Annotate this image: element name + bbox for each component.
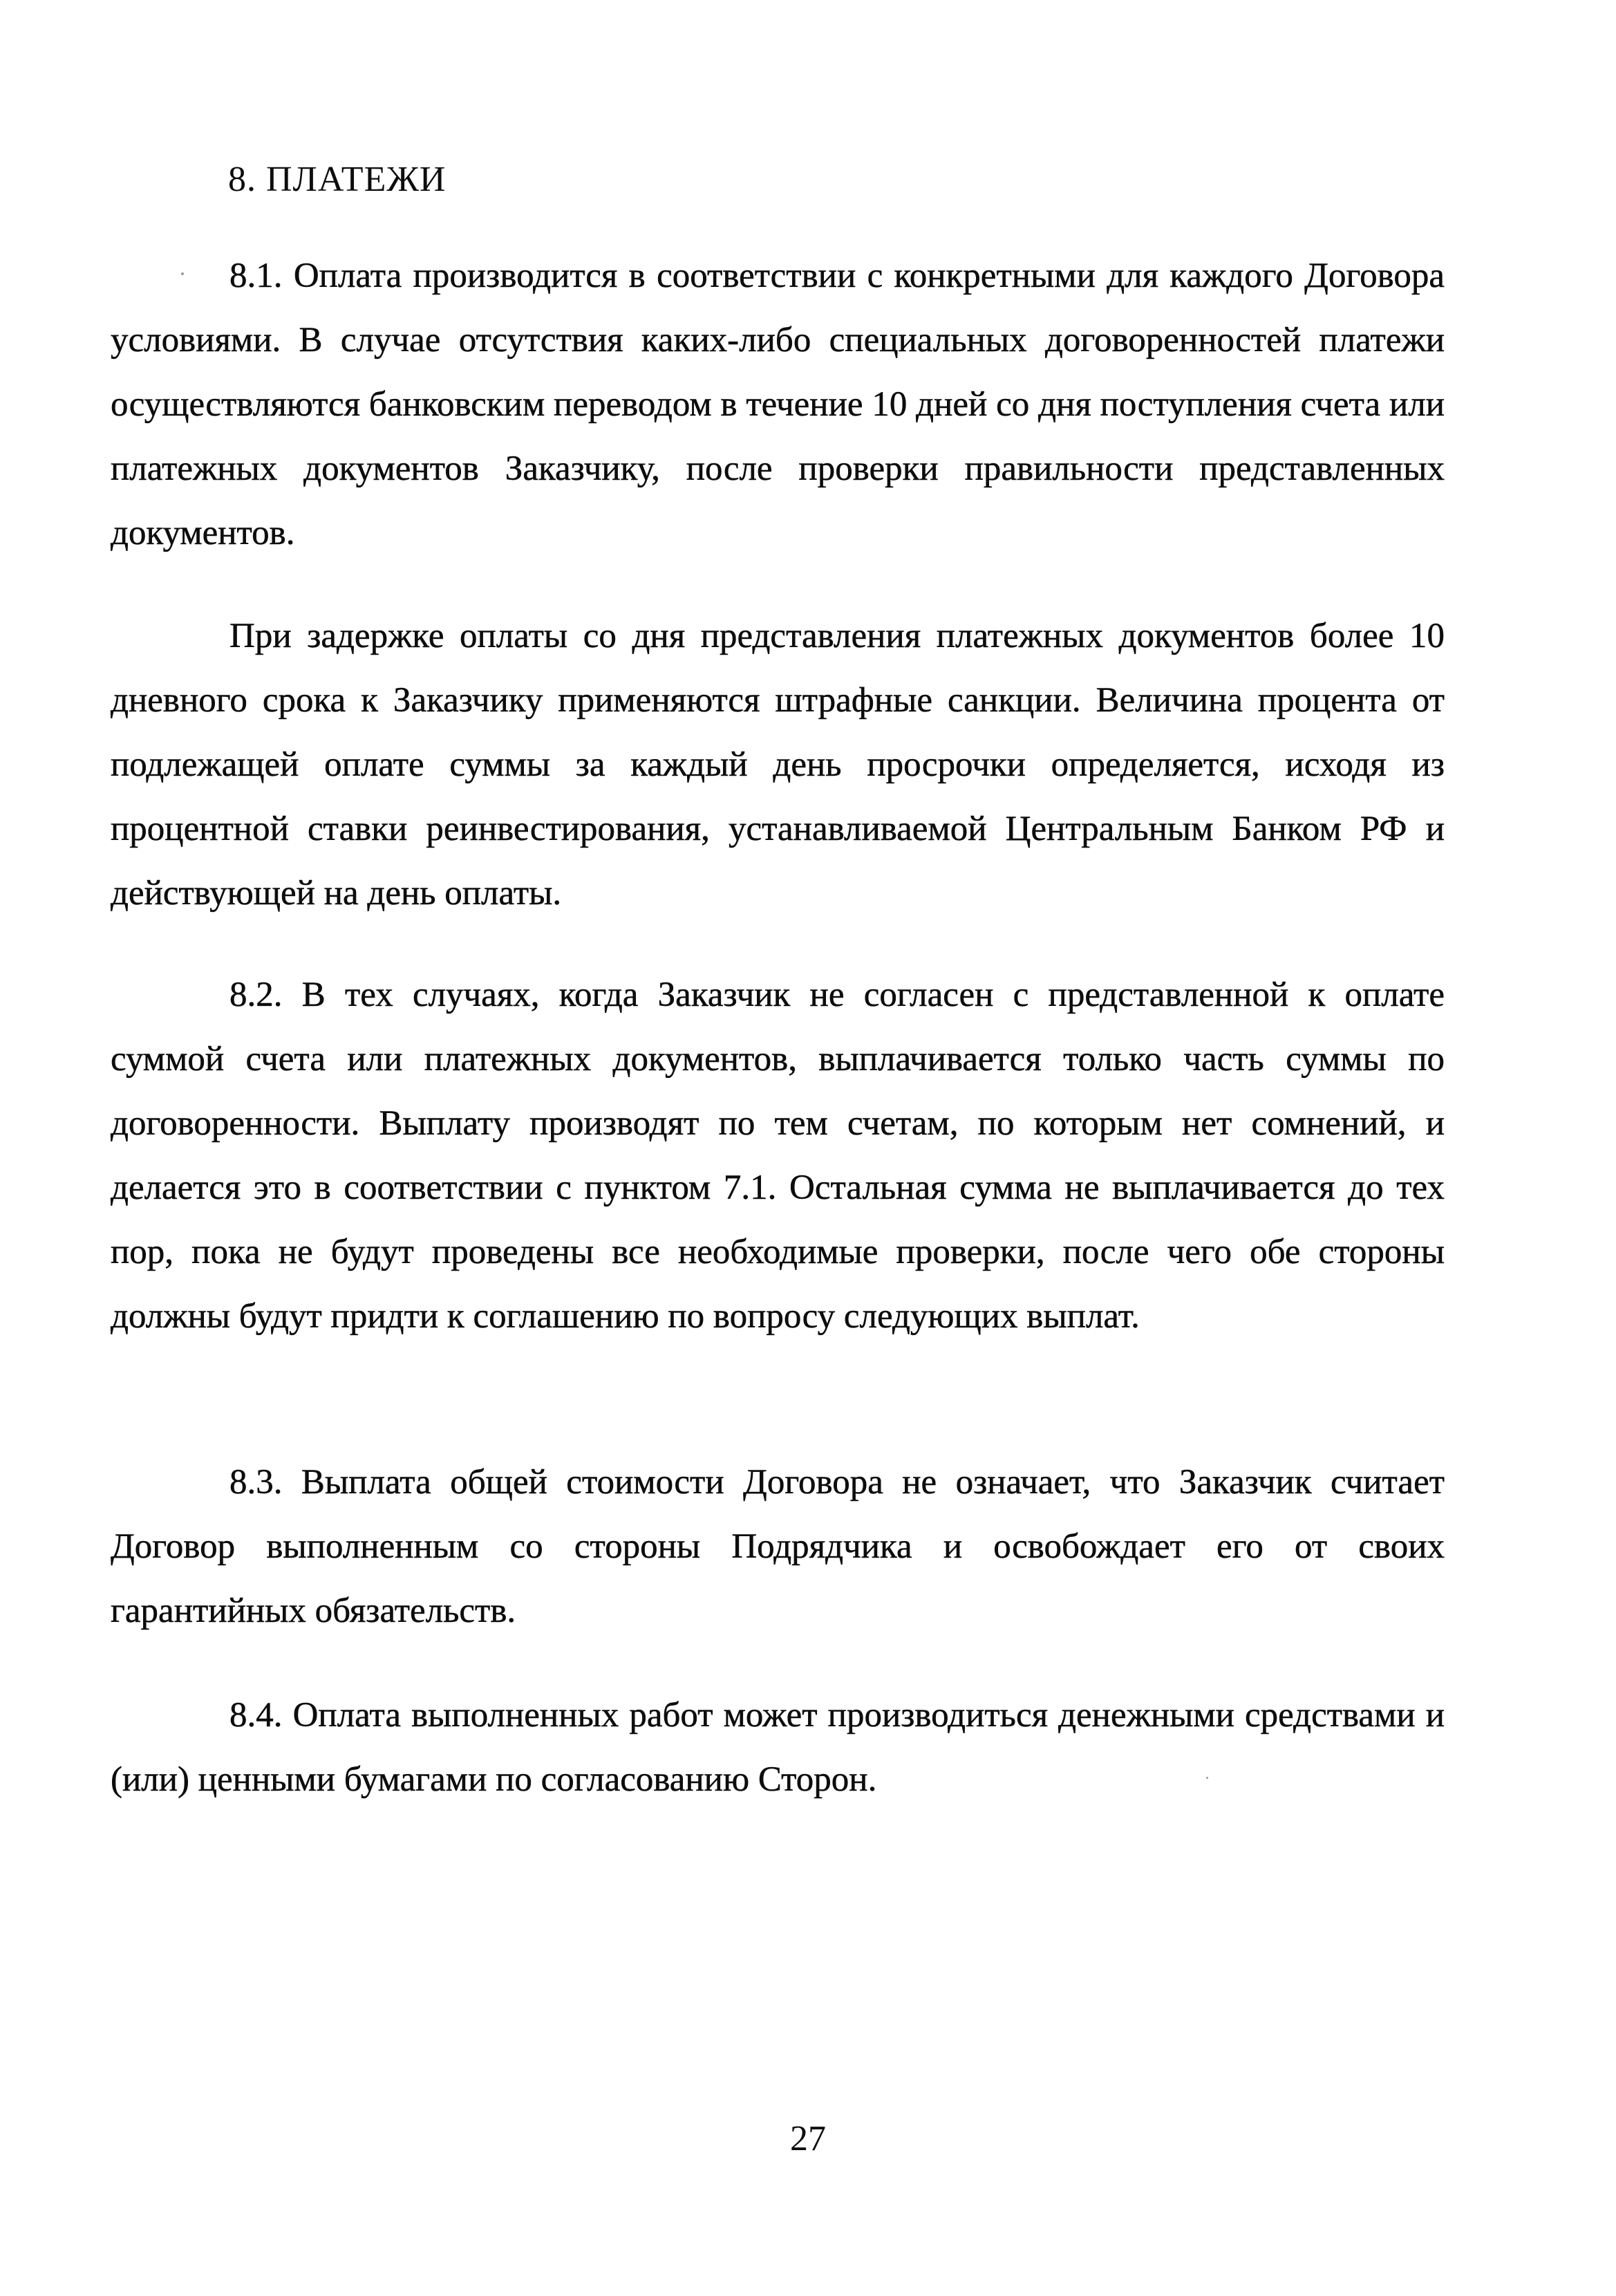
section-heading: 8. ПЛАТЕЖИ <box>228 160 447 199</box>
paragraph-8-2: 8.2. В тех случаях, когда Заказчик не согласен с представленной к оплате суммой счета или платежных документов, выплачивается только часть суммы по договоренности. Выплату производят по тем счетам, по которым нет сомнений, и делается это в соответствии с пунктом 7.1. Остальная сумма не выплачивается до тех пор, пока не будут проведены все необходимые проверки, после чего обе стороны должны будут придти к соглашению по вопросу следующих выплат. <box>111 976 1445 1336</box>
scan-speck <box>181 272 184 275</box>
paragraph-8-3: 8.3. Выплата общей стоимости Договора не означает, что Заказчик считает Договор выполненным со стороны Подрядчика и освобождает его от своих гарантийных обязательств. <box>111 1463 1445 1630</box>
page-number: 27 <box>790 2119 826 2158</box>
scan-speck <box>1206 1777 1208 1779</box>
paragraph-penalty: При задержке оплаты со дня представления платежных документов более 10 дневного срока к Заказчику применяются штрафные санкции. Величина процента от подлежащей оплате суммы за каждый день просрочки определяется, исходя из процентной ставки реинвестирования, устанавливаемой Центральным Банком РФ и действующей на день оплаты. <box>111 617 1445 913</box>
paragraph-8-1: 8.1. Оплата производится в соответствии с конкретными для каждого Договора условиями. В случае отсутствия каких-либо специальных договоренностей платежи осуществляются банковским переводом в течение 10 дней со дня поступления счета или платежных документов Заказчику, после проверки правильности представленных документов. <box>111 256 1445 552</box>
paragraph-8-4: 8.4. Оплата выполненных работ может производиться денежными средствами и (или) ценными бумагами по согласованию Сторон. <box>111 1696 1445 1799</box>
